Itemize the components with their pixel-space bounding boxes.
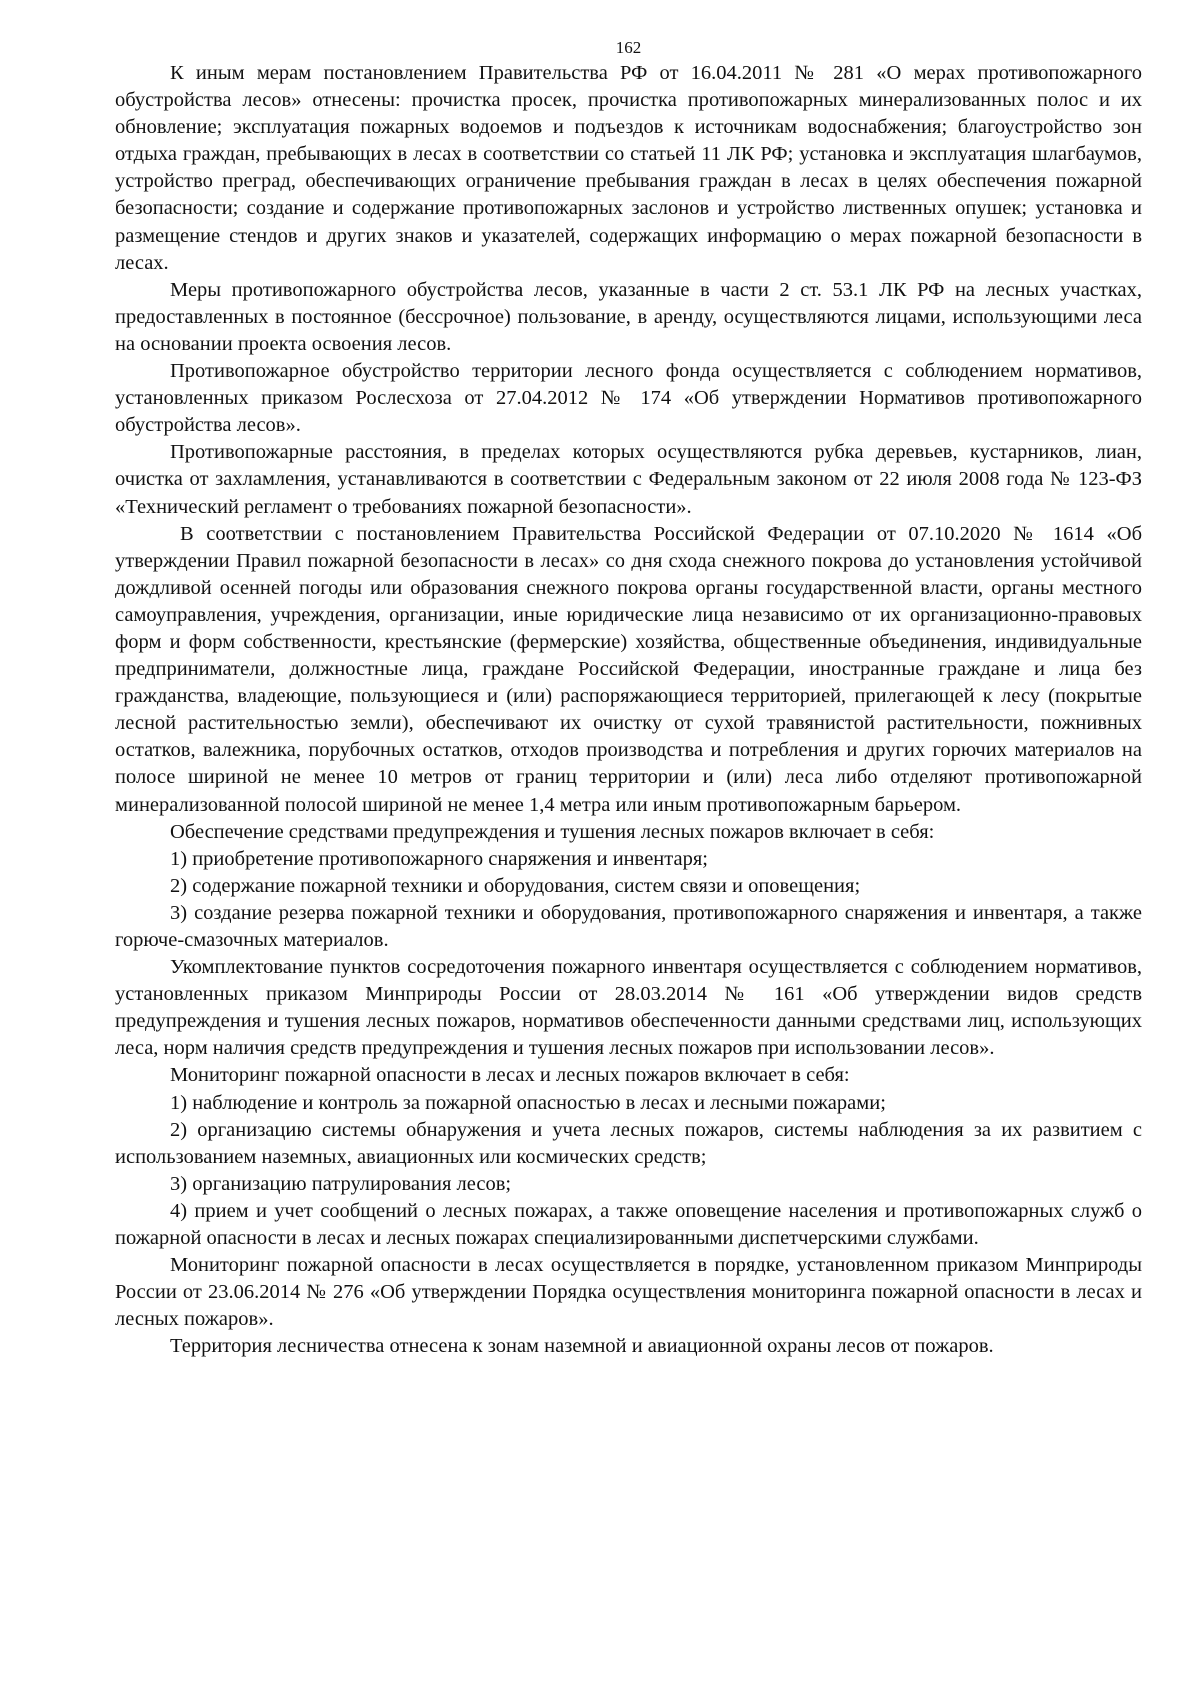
paragraph: Территория лесничества отнесена к зонам наземной и авиационной охраны лесов от пожаров. bbox=[170, 1335, 994, 1358]
paragraph: Меры противопожарного обустройства лесов, указанные в части 2 ст. 53.1 ЛК РФ на лесных участках, предоставленных в постоянное (бессрочное) пользование, в аренду, осуществляются лицами, использующими леса на основании проекта освоения лесов. bbox=[115, 278, 1142, 355]
paragraph: К иным мерам постановлением Правительства РФ от 16.04.2011 № 281 «О мерах противопожарного обустройства лесов» отнесены: прочистка просек, прочистка противопожарных минерализованных полос и их обновление; эксплуатация пожарных водоемов и подъездов к источникам водоснабжения; благоустройство зон отдыха граждан, пребывающих в лесах в соответствии со статьей 11 ЛК РФ; установка и эксплуатация шлагбаумов, устройство преград, обеспечивающих ограничение пребывания граждан в лесах в целях обеспечения пожарной безопасности; создание и содержание противопожарных заслонов и устройство лиственных опушек; установка и размещение стендов и других знаков и указателей, содержащих информацию о мерах пожарной безопасности в лесах. bbox=[115, 62, 1142, 274]
paragraph: Мониторинг пожарной опасности в лесах осуществляется в порядке, установленном приказом Минприроды России от 23.06.2014 № 276 «Об утверждении Порядка осуществления мониторинга пожарной опасности в лесах и лесных пожаров». bbox=[115, 1254, 1142, 1331]
paragraph: Мониторинг пожарной опасности в лесах и лесных пожаров включает в себя: bbox=[170, 1064, 850, 1087]
paragraph: Противопожарные расстояния, в пределах которых осуществляются рубка деревьев, кустарников, лиан, очистка от захламления, устанавливаются в соответствии с Федеральным законом от 22 июля 2008 года № 123-ФЗ «Технический регламент о требованиях пожарной безопасности». bbox=[115, 441, 1142, 518]
paragraph: Обеспечение средствами предупреждения и тушения лесных пожаров включает в себя: bbox=[170, 820, 935, 843]
list-item: 1) приобретение противопожарного снаряжения и инвентаря; bbox=[170, 847, 708, 870]
paragraph: Противопожарное обустройство территории лесного фонда осуществляется с соблюдением нормативов, установленных приказом Рослесхоза от 27.04.2012 № 174 «Об утверждении Нормативов противопожарного обустройства лесов». bbox=[115, 360, 1142, 437]
list-item: 4) прием и учет сообщений о лесных пожарах, а также оповещение населения и противопожарных служб о пожарной опасности в лесах и лесных пожарах специализированными диспетчерскими службами. bbox=[115, 1199, 1142, 1250]
page-number: 162 bbox=[615, 38, 642, 57]
list-item: 1) наблюдение и контроль за пожарной опасностью в лесах и лесными пожарами; bbox=[170, 1091, 886, 1114]
list-item: 3) организацию патрулирования лесов; bbox=[170, 1172, 512, 1195]
list-item: 2) организацию системы обнаружения и учета лесных пожаров, системы наблюдения за их развитием с использованием наземных, авиационных или космических средств; bbox=[115, 1118, 1142, 1168]
list-item: 2) содержание пожарной техники и оборудования, систем связи и оповещения; bbox=[170, 874, 861, 897]
paragraph: Укомплектование пунктов сосредоточения пожарного инвентаря осуществляется с соблюдением нормативов, установленных приказом Минприроды России от 28.03.2014 № 161 «Об утверждении видов средств предупреждения и тушения лесных пожаров, нормативов обеспеченности данными средствами лиц, использующих леса, норм наличия средств предупреждения и тушения лесных пожаров при использовании лесов». bbox=[115, 956, 1142, 1060]
list-item: 3) создание резерва пожарной техники и оборудования, противопожарного снаряжения и инвентаря, а также горюче-смазочных материалов. bbox=[115, 901, 1142, 951]
document-body bbox=[115, 60, 1142, 1361]
paragraph: В соответствии с постановлением Правительства Российской Федерации от 07.10.2020 № 1614 «Об утверждении Правил пожарной безопасности в лесах» со дня схода снежного покрова до установления устойчивой дождливой осенней погоды или образования снежного покрова органы государственной власти, органы местного самоуправления, учреждения, организации, иные юридические лица независимо от их организационно-правовых форм и форм собственности, крестьянские (фермерские) хозяйства, общественные объединения, индивидуальные предприниматели, должностные лица, граждане Российской Федерации, иностранные граждане и лица без гражданства, владеющие, пользующиеся и (или) распоряжающиеся территорией, прилегающей к лесу (покрытые лесной растительностью земли), обеспечивают их очистку от сухой травянистой растительности, пожнивных остатков, валежника, порубочных остатков, отходов производства и потребления и других горючих материалов на полосе шириной не менее 10 метров от границ территории и (или) леса либо отделяют противопожарной минерализованной полосой шириной не менее 1,4 метра или иным противопожарным барьером. bbox=[115, 522, 1142, 816]
